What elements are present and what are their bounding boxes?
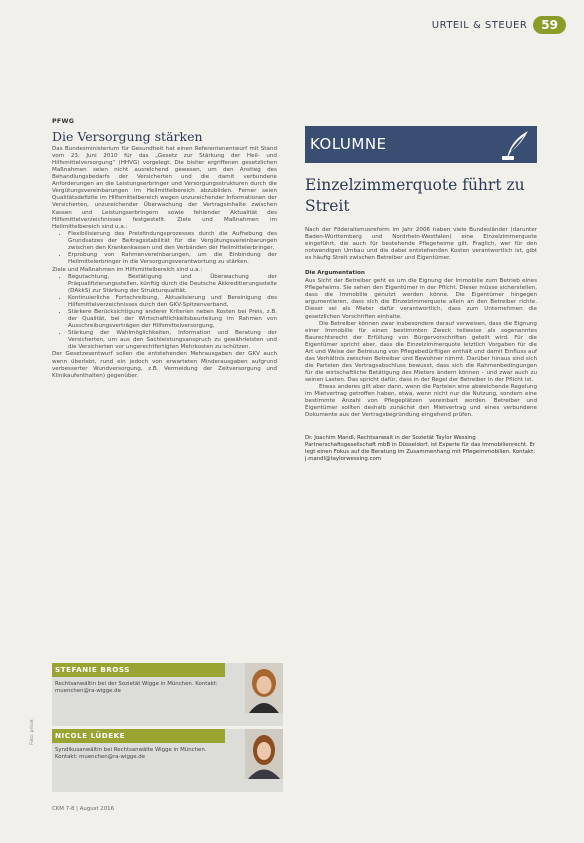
author-bio: Rechtsanwältin bei der Sozietät Wigge in München. Kontakt: muenchen@ra-wigge.de bbox=[55, 681, 218, 694]
column-subheading: Die Argumentation bbox=[305, 270, 365, 277]
author-name: STEFANIE BROSS bbox=[52, 663, 225, 677]
list-item: • Flexibilisierung des Preisfindungsprozesses durch die Aufhebung des Grundsatzes der Beitragsstabilität für die Vergütungsvereinbarungen zwischen den Krankenkassen und den Verbänden der Heilmittelerbringer, bbox=[68, 231, 277, 252]
list-item: • Begutachtung, Bestätigung und Überwachung der Präqualifizierungsstellen, künftig durch die Deutsche Akkreditierungsstelle (DAkkS) zur Stärkung der Strukturqualität, bbox=[68, 274, 277, 295]
article-kicker: PFWG bbox=[52, 118, 75, 125]
photo-credit: Foto: privat bbox=[30, 719, 35, 745]
author-photo bbox=[245, 729, 283, 779]
bullet-list-hilfsmittel bbox=[52, 274, 277, 352]
column-paragraph: Etwas anderes gilt aber dann, wenn die Parteien eine abweichende Regelung im Mietvertrag getroffen haben, etwa, wenn nicht nur die Nutzung, sondern eine bestimmte Anzahl von Pflegeplätzen vereinbart worden. Betreiber und Eigentümer sollten deshalb zunächst den Mietvertrag und eines verbundene Dokumente aus der Vertragsbegründung eingehend prüfen. bbox=[305, 383, 537, 419]
feather-quill-icon bbox=[497, 128, 531, 175]
column-paragraph: Aus Sicht der Betreiber geht es um die Eignung der Immobilie zum Betrieb eines Pflegeheims. Sie sehen den Eigentümer in der Pflicht. Dieser müsse sicherstellen, dass die Immobilie genutzt werden könne. Die Eigentümer hingegen argumentieren, dass sich die Einzelzimmerquote allein an den Betreiber richte. Dieser sei als Mieter dafür verantwortlich, dass zum Unternehmen die gesetzlichen Vorschriften einhalte. bbox=[305, 278, 537, 320]
page-footer: CKM 7-8 | August 2016 bbox=[52, 806, 115, 812]
left-article bbox=[52, 118, 277, 380]
author-name: NICOLE LÜDEKE bbox=[52, 729, 225, 743]
list-item: • Erprobung von Rahmenvereinbarungen, um die Einbindung der Heilmittelerbringer in die Versorgungsverantwortung zu stärken. bbox=[68, 252, 277, 266]
column-title: Einzelzimmerquote führt zu Streit bbox=[305, 176, 525, 215]
section-label: URTEIL & STEUER bbox=[431, 19, 528, 31]
article-title: Die Versorgung stärken bbox=[52, 129, 203, 145]
kolumne-banner bbox=[305, 126, 537, 163]
article-subline: Ziele und Maßnahmen im Hilfsmittelbereich sind u.a.: bbox=[52, 266, 203, 273]
column-intro: Nach der Föderalismusreform im Jahr 2006 haben viele Bundesländer (darunter Baden-Württemberg und Nordrhein-Westfalen) eine Einzelzimmerquote eingeführt, die auch für bestehende Pflegeheime gilt. Fraglich, wer für den notwendigen Umbau und die dabei entstehenden Kosten verantwortlich ist, gibt es häufig Streit zwischen Betreiber und Eigentümer. bbox=[305, 227, 537, 262]
author-box-luedeke bbox=[52, 729, 283, 792]
article-outro: Der Gesetzesentwurf sollen die entstehenden Mehrausgaben der GKV auch wenn überlebt, rund ein jedoch von erwarteten Minderausgaben aufgrund verbesserter Wundversorgung, z.B. Vermeidung der Zeitversorgung und Klinikaufenthalten) gegenüber. bbox=[52, 351, 277, 379]
column-author-note: Dr. Joachim Mandl, Rechtsanwalt in der Sozietät Taylor Wessing Partnerschaftsgesellschaft mbB in Düsseldorf, ist Experte für das Immobilienrecht. Er legt einen Fokus auf die Beratung im Zusammenhang mit Pflegeimmobilien. Kontakt: j.mandl@taylorwessing.com bbox=[305, 435, 536, 463]
list-item: • Stärkere Berücksichtigung anderer Kriterien neben Kosten bei Preis, z.B. der Qualität, bei der Wirtschaftlichkeitsbeurteilung im Rahmen von Ausschreibungsverträgen der Hilfsmittelversorgung, bbox=[68, 309, 277, 330]
author-bio: Syndikusanwältin bei Rechtsanwälte Wigge in München. Kontakt: muenchen@ra-wigge.de bbox=[55, 747, 207, 760]
page-number-badge: 59 bbox=[533, 16, 566, 34]
list-item: • Kontinuierliche Fortschreibung, Aktualisierung und Bereinigung des Hilfsmittelverzeichnisses durch den GKV-Spitzenverband, bbox=[68, 295, 277, 309]
column-article bbox=[305, 126, 537, 463]
list-item: • Stärkung der Wahlmöglichkeiten, Information und Beratung der Versicherten, um aus den Sachleistungsanspruch zu gewährleisten und die Versicherten vor ungerechtfertigten Mehrkosten zu schützen. bbox=[68, 330, 277, 351]
kolumne-label: KOLUMNE bbox=[310, 135, 387, 153]
page-header bbox=[432, 14, 566, 36]
bullet-list-heilmittel bbox=[52, 231, 277, 266]
author-box-bross bbox=[52, 663, 283, 726]
author-photo bbox=[245, 663, 283, 713]
column-paragraph: Die Betreiber können zwar insbesondere darauf verweisen, dass die Eignung einer Immobilie für einen bestimmten Zweck teilweise als sogenanntes Baurechtsrecht der Erfüllung von Bürgervorschriften geteilt wird. Für die Eigentümer spricht aber, dass die Einzelzimmerquote letztlich Vorgaben für die Art und Weise der Betreuung von Pflegebedürftigen enthält und damit Einfluss auf das Verhältnis zwischen Betreiber und Bewohner nimmt. Darüber hinaus sind sich die Parteien des Vertragsabschluss bewusst, dass sich die Rahmenbedingungen für die wirtschaftliche Betätigung des Mieters ändern können – und zwar auch zu seinen Lasten. Das spricht dafür, dass in der Regel der Betreiber in der Pflicht ist. bbox=[305, 320, 537, 383]
article-intro: Das Bundesministerium für Gesundheit hat einen Referentenentwurf mit Stand vom 23. Juni 2010 für das „Gesetz zur Stärkung der Heil- und Hilfsmittelversorgung“ (HHVG) vorgelegt. Die bisher ergriffenen gesetzlichen Maßnahmen seien nicht ausreichend gewesen, um den Anstieg des Behandlungsbedarfs der Versicherten und die damit verbundene Anforderungen an die Leistungserbringer und Versorgungsstrukturen durch die Vergütungsvereinbarungen im Heilmittelbereich abzubilden. Ferner seien Qualitätsdefizite im Hilfsmittelbereich wegen unzureichender Informationen der Versicherten, unzureichender Überwachung der Vertragsinhalte zwischen Kassen und Leistungserbringern sowie fehlender Aktualität des Hilfsmittelverzeichnisses festgestellt. Ziele und Maßnahmen im Heilmittelbereich sind u.a.: bbox=[52, 146, 277, 230]
